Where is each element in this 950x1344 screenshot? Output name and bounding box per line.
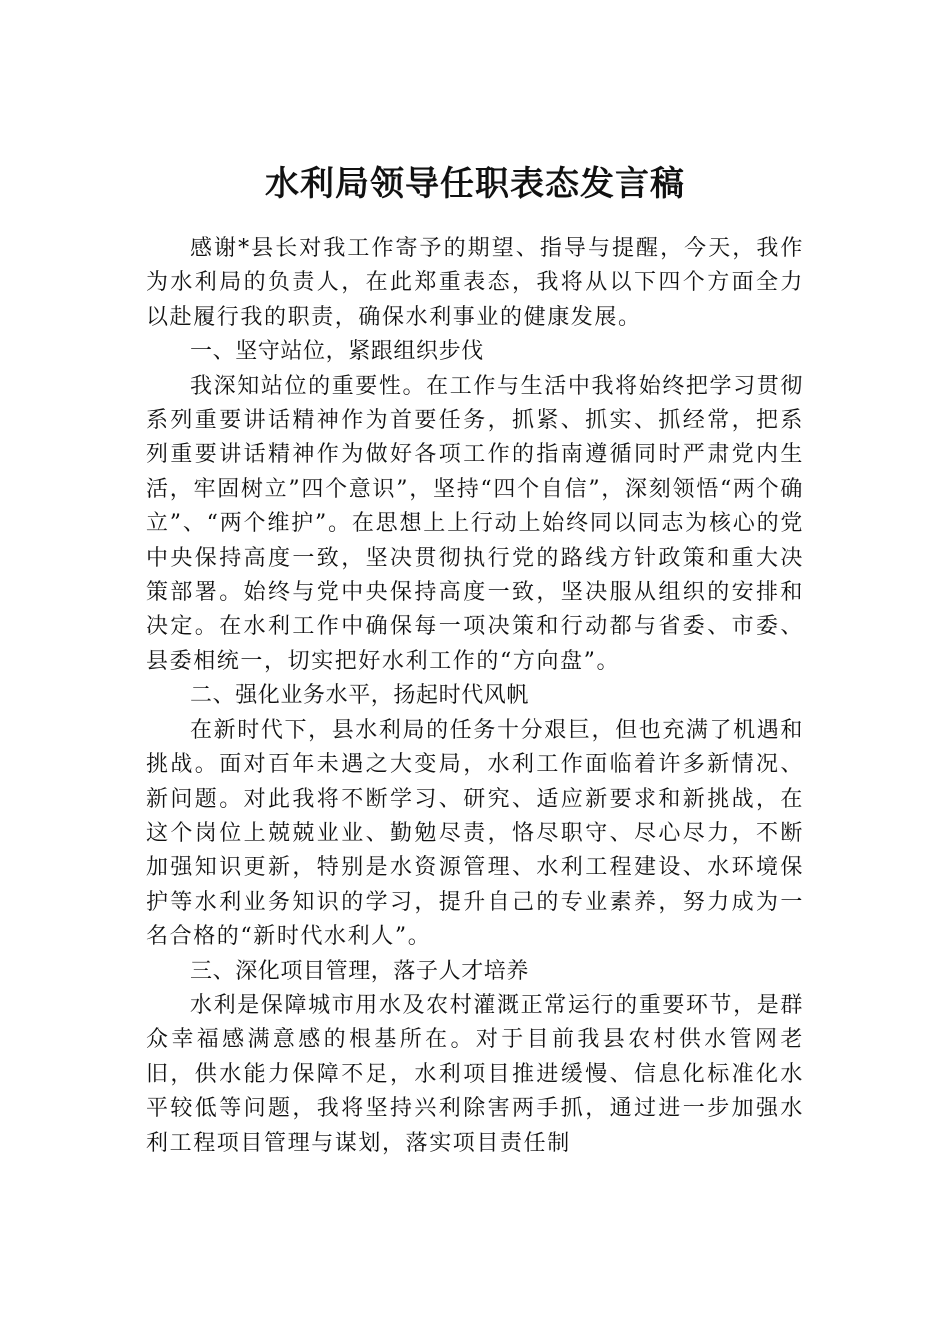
intro-paragraph: 感谢*县长对我工作寄予的期望、指导与提醒，今天，我作为水利局的负责人，在此郑重表态，我将从以下四个方面全力以赴履行我的职责，确保水利事业的健康发展。: [146, 236, 804, 330]
section-1-heading: 一、坚守站位，紧跟组织步伐: [190, 339, 484, 365]
section-2-paragraph: 在新时代下，县水利局的任务十分艰巨，但也充满了机遇和挑战。面对百年未遇之大变局，水利工作面临着许多新情况、新问题。对此我将不断学习、研究、适应新要求和新挑战，在这个岗位上兢兢业业、勤勉尽责，恪尽职守、尽心尽力，不断加强知识更新，特别是水资源管理、水利工程建设、水环境保护等水利业务知识的学习，提升自己的专业素养，努力成为一名合格的“新时代水利人”。: [146, 717, 804, 950]
section-3-paragraph: 水利是保障城市用水及农村灌溉正常运行的重要环节，是群众幸福感满意感的根基所在。对于目前我县农村供水管网老旧，供水能力保障不足，水利项目推进缓慢、信息化标准化水平较低等问题，我将坚持兴利除害两手抓，通过进一步加强水利工程项目管理与谋划，落实项目责任制: [146, 992, 804, 1156]
document-body: [146, 226, 804, 1161]
document-title: 水利局领导任职表态发言稿: [265, 164, 685, 204]
section-2-heading: 二、强化业务水平，扬起时代风帆: [190, 683, 530, 709]
section-1-paragraph: 我深知站位的重要性。在工作与生活中我将始终把学习贯彻系列重要讲话精神作为首要任务，抓紧、抓实、抓经常，把系列重要讲话精神作为做好各项工作的指南遵循同时严肃党内生活，牢固树立”四个意识”，坚持“四个自信”，深刻领悟“两个确立”、“两个维护”。在思想上上行动上始终同以同志为核心的党中央保持高度一致，坚决贯彻执行党的路线方针政策和重大决策部署。始终与党中央保持高度一致，坚决服从组织的安排和决定。在水利工作中确保每一项决策和行动都与省委、市委、县委相统一，切实把好水利工作的“方向盘”。: [146, 373, 804, 674]
section-3-heading: 三、深化项目管理，落子人才培养: [190, 958, 530, 984]
